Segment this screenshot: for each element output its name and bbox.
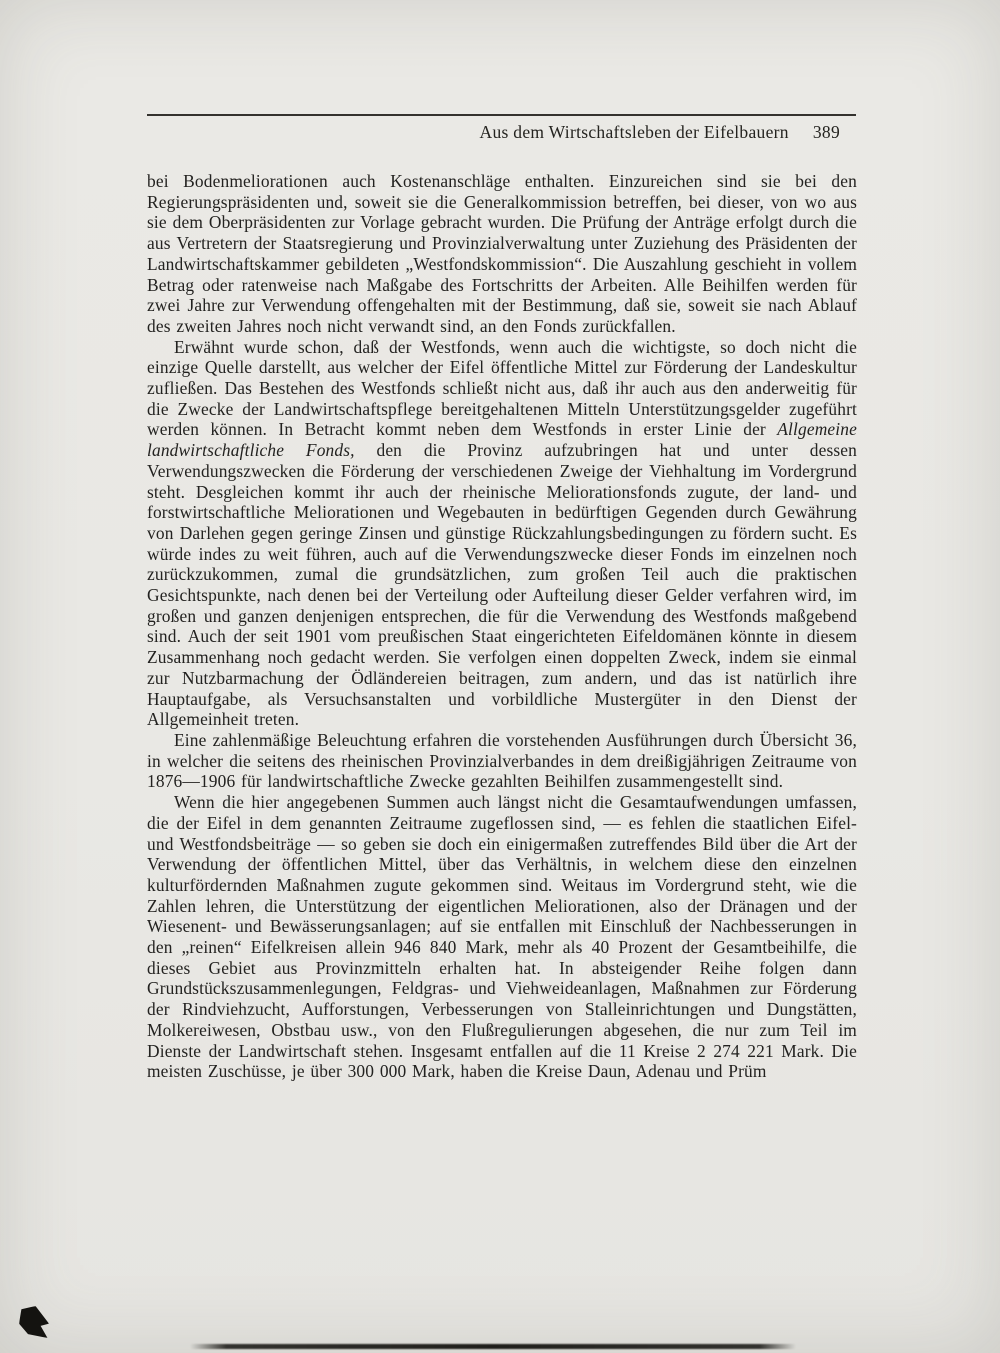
- paragraph: [147, 171, 857, 337]
- page-body: [147, 171, 857, 1082]
- text-segment: Eine zahlenmäßige Beleuchtung erfahren die vorstehenden Ausführungen durch Übersicht 36, in welcher die seitens des rheinischen Provinzialverbandes in dem dreißigjährigen Zeitraume von 1876—1906 für landwirtschaftliche Zwecke gezahlten Beihilfen zusammengestellt sind.: [147, 729, 857, 792]
- running-header: [147, 122, 856, 143]
- text-segment: Wenn die hier angegebenen Summen auch längst nicht die Gesamtaufwendungen umfassen, die der Eifel in dem genannten Zeitraume zugeflossen sind, — es fehlen die staatlichen Eifel- und Westfondsbeiträge — so geben sie doch ein einigermaßen zutreffendes Bild über die Art der Verwendung der öffentlichen Mittel, über das Verhältnis, in welchem diese den einzelnen kulturfördernden Maßnahmen zugute gekommen sind. Weitaus im Vordergrund steht, wie die Zahlen lehren, die Unterstützung der eigentlichen Meliorationen, also der Dränagen und der Wiesenent- und Bewässerungsanlagen; auf sie entfallen mit Einschluß der Nachbesserungen in den „reinen“ Eifelkreisen allein 946 840 Mark, mehr als 40 Prozent der Gesamtbeihilfe, die dieses Gebiet aus Provinzmitteln erhalten hat. In absteigender Reihe folgen dann Grundstückszusammenlegungen, Feldgras- und Viehweideanlagen, Maßnahmen zur Förderung der Rindviehzucht, Aufforstungen, Verbesserungen von Stalleinrichtungen und Dungstätten, Molkereiwesen, Obstbau usw., von den Flußregulierungen abgesehen, die nur zum Teil im Dienste der Landwirtschaft stehen. Insgesamt entfallen auf die 11 Kreise 2 274 221 Mark. Die meisten Zuschüsse, je über 300 000 Mark, haben die Kreise Daun, Adenau und Prüm: [147, 792, 857, 1082]
- text-segment: den die Provinz aufzubringen hat und unter dessen Verwendungszwecken die Förderung der verschiedenen Zweige der Viehhaltung im Vordergrund steht. Desgleichen kommt ihr auch der rheinische Meliorationsfonds zugute, der land- und forstwirtschaftliche Meliorationen und Wegebauten in bedürftigen Gegenden durch Gewährung von Darlehen gegen geringe Zinsen und günstige Rückzahlungsbedingungen zu fördern sucht. Es würde indes zu weit führen, auch auf die Verwendungszwecke dieser Fonds im einzelnen noch zurückzukommen, zumal die grundsätzlichen, zum großen Teil auch die praktischen Gesichtspunkte, nach denen bei der Verteilung oder Aufteilung dieser Gelder verfahren wird, im großen und ganzen denjenigen entsprechen, die für die Verwendung des Westfonds maßgebend sind. Auch der seit 1901 vom preußischen Staat eingerichteten Eifeldomänen könnte in diesem Zusammenhang noch gedacht werden. Sie verfolgen einen doppelten Zweck, indem sie einmal zur Nutzbarmachung der Ödländereien beitragen, zum andern, und das ist natürlich ihre Hauptaufgabe, als Versuchsanstalten und vorbildliche Mustergüter in den Dienst der Allgemeinheit treten.: [147, 440, 857, 730]
- header-title: Aus dem Wirtschaftsleben der Eifelbauern: [479, 122, 789, 142]
- ink-blot-scan-artifact: [19, 1306, 49, 1338]
- page-number: 389: [812, 122, 840, 142]
- text-segment: Erwähnt wurde schon, daß der Westfonds, wenn auch die wichtigste, so doch nicht die einzige Quelle darstellt, aus welcher der Eifel öffentliche Mittel zur Förderung der Landeskultur zufließen. Das Bestehen des Westfonds schließt nicht aus, daß ihr auch aus den anderweitig für die Zwecke der Landwirtschaftspflege bereitgehaltenen Mitteln Unterstützungsgelder zugeführt werden können. In Betracht kommt neben dem Westfonds in erster Linie der: [147, 336, 857, 440]
- paragraph: [147, 730, 857, 792]
- paragraph: [147, 337, 857, 730]
- header-rule: [147, 114, 856, 116]
- italic-text-segment: Allgemeine landwirtschaftliche Fonds,: [147, 419, 857, 461]
- paragraph: [147, 792, 857, 1082]
- bottom-scan-artifact: [190, 1344, 796, 1349]
- text-segment: bei Bodenmeliorationen auch Kostenanschläge enthalten. Einzureichen sind sie bei den Regierungspräsidenten und, soweit sie die Generalkommission betreffen, bei dieser, von wo aus sie dem Oberpräsidenten zur Vorlage gebracht wurden. Die Prüfung der Anträge erfolgt durch die aus Vertretern der Staatsregierung und Provinzialverwaltung unter Zuziehung des Präsidenten der Landwirtschaftskammer gebildeten „Westfondskommission“. Die Auszahlung geschieht in vollem Betrag oder ratenweise nach Maßgabe des Fortschritts der Arbeiten. Alle Beihilfen werden für zwei Jahre zur Verwendung offengehalten mit der Bestimmung, daß sie, soweit sie nach Ablauf des zweiten Jahres noch nicht verwandt sind, an den Fonds zurückfallen.: [147, 171, 857, 336]
